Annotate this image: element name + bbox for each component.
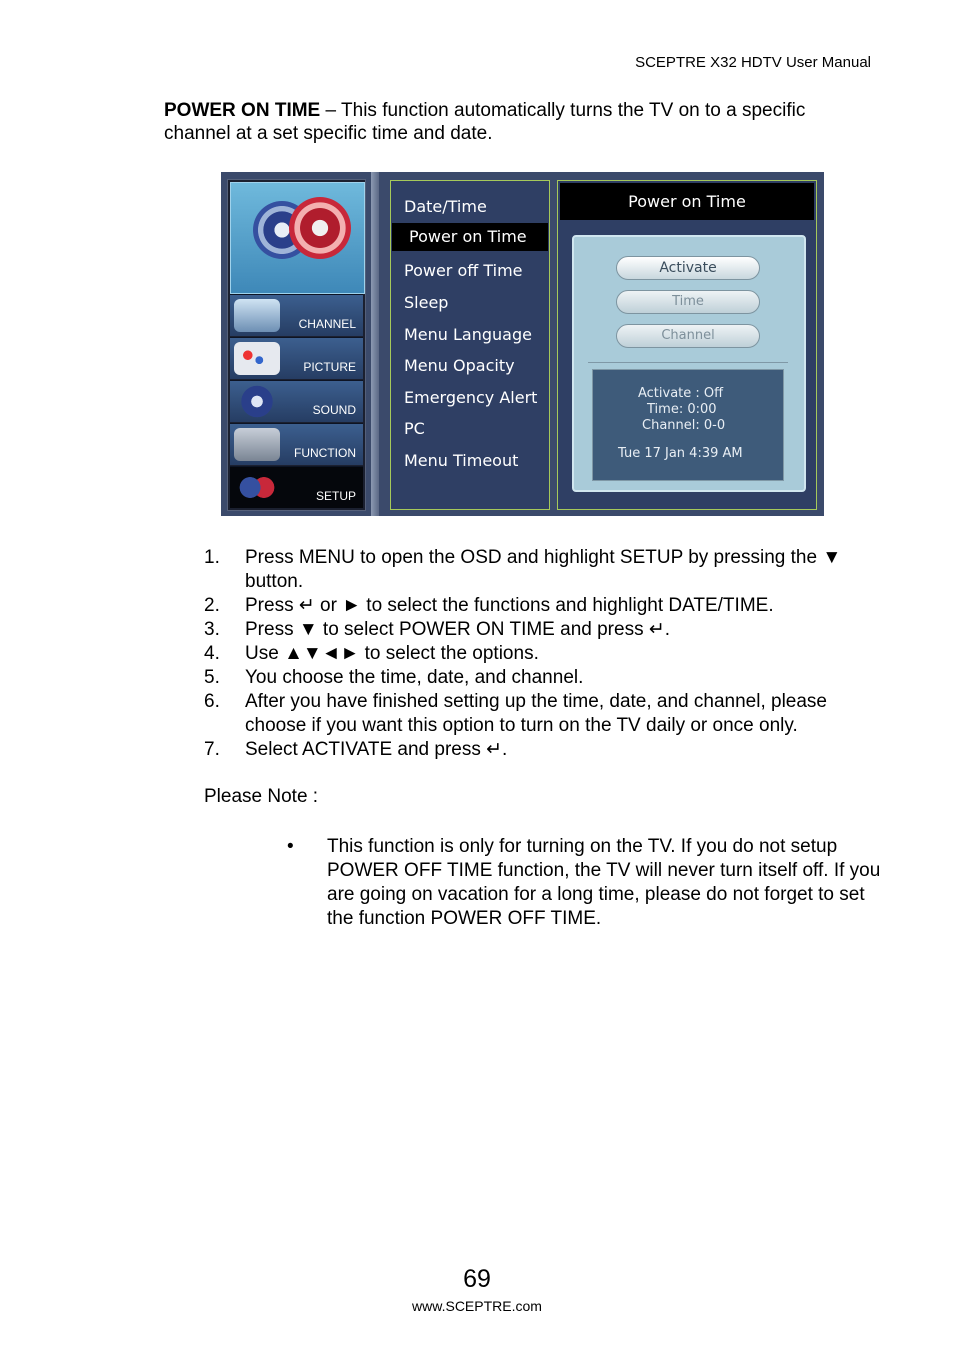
osd-screenshot: [221, 172, 824, 516]
section-heading: POWER ON TIME: [164, 100, 321, 121]
panel-title: Power on Time: [560, 183, 814, 220]
osd-nav-function[interactable]: FUNCTION: [230, 423, 363, 465]
tv-icon: [234, 299, 280, 332]
list-item: 6. After you have finished setting up the time, date, and channel, please choose if you want this option to turn on the TV daily or once only.: [204, 691, 827, 736]
list-item: 3. Press ▼ to select POWER ON TIME and press ↵.: [204, 619, 671, 640]
list-item: 7. Select ACTIVATE and press ↵.: [204, 739, 508, 760]
time-button[interactable]: Time: [616, 290, 760, 314]
menu-item-pc[interactable]: PC: [404, 419, 425, 438]
note-bullet: [287, 835, 887, 931]
page-number: 69: [463, 1265, 491, 1293]
note-label: Please Note :: [204, 786, 319, 807]
osd-nav-sound[interactable]: SOUND: [230, 380, 363, 422]
osd-nav-channel[interactable]: CHANNEL: [230, 294, 363, 336]
osd-menu-list: [390, 180, 550, 510]
list-item: 2. Press ↵ or ► to select the functions and highlight DATE/TIME.: [204, 595, 774, 616]
status-box: [592, 369, 784, 481]
bullet-icon: •: [287, 836, 294, 857]
status-time: Time: 0:00: [647, 402, 717, 417]
toolbox-icon: [234, 428, 280, 461]
speaker-icon: [234, 385, 280, 418]
menu-item-emergency-alert[interactable]: Emergency Alert: [404, 388, 538, 407]
osd-divider: [371, 172, 379, 516]
note-text: This function is only for turning on the TV. If you do not setup POWER OFF TIME function, the TV will never turn itself off. If you are going on vacation for a long time, please do not forget to set the function POWER OFF TIME.: [327, 836, 881, 929]
menu-item-sleep[interactable]: Sleep: [404, 293, 449, 312]
status-channel: Channel: 0-0: [642, 418, 726, 433]
osd-detail-panel: [557, 180, 817, 510]
list-item: 4. Use ▲▼◄► to select the options.: [204, 643, 539, 664]
setup-gears-icon: [230, 182, 365, 294]
gear-icon: [234, 471, 280, 504]
menu-item-power-on-time[interactable]: Power on Time: [392, 223, 548, 251]
osd-nav-setup[interactable]: SETUP: [230, 466, 363, 508]
osd-nav-picture[interactable]: PICTURE: [230, 337, 363, 379]
menu-item-date-time[interactable]: Date/Time: [404, 197, 487, 216]
osd-nav-column: [227, 179, 366, 511]
menu-item-power-off-time[interactable]: Power off Time: [404, 261, 523, 280]
intro-paragraph: [164, 99, 864, 145]
power-on-settings: [572, 235, 806, 492]
menu-item-menu-timeout[interactable]: Menu Timeout: [404, 451, 519, 470]
intro-text: – This function automatically turns the TV on to a specific channel at a set specific time and date.: [164, 100, 806, 144]
website-footer: www.SCEPTRE.com: [412, 1298, 542, 1314]
menu-item-menu-language[interactable]: Menu Language: [404, 325, 532, 344]
palette-icon: [234, 342, 280, 375]
status-datetime: Tue 17 Jan 4:39 AM: [618, 446, 743, 461]
channel-button[interactable]: Channel: [616, 324, 760, 348]
instruction-list: [204, 546, 884, 762]
activate-button[interactable]: Activate: [616, 256, 760, 280]
list-item: 5. You choose the time, date, and channel.: [204, 667, 584, 688]
running-header: SCEPTRE X32 HDTV User Manual: [635, 54, 871, 71]
list-item: 1. Press MENU to open the OSD and highlight SETUP by pressing the ▼ button.: [204, 547, 842, 592]
status-activate: Activate : Off: [638, 386, 724, 401]
panel-divider: [588, 362, 788, 363]
menu-item-menu-opacity[interactable]: Menu Opacity: [404, 356, 515, 375]
